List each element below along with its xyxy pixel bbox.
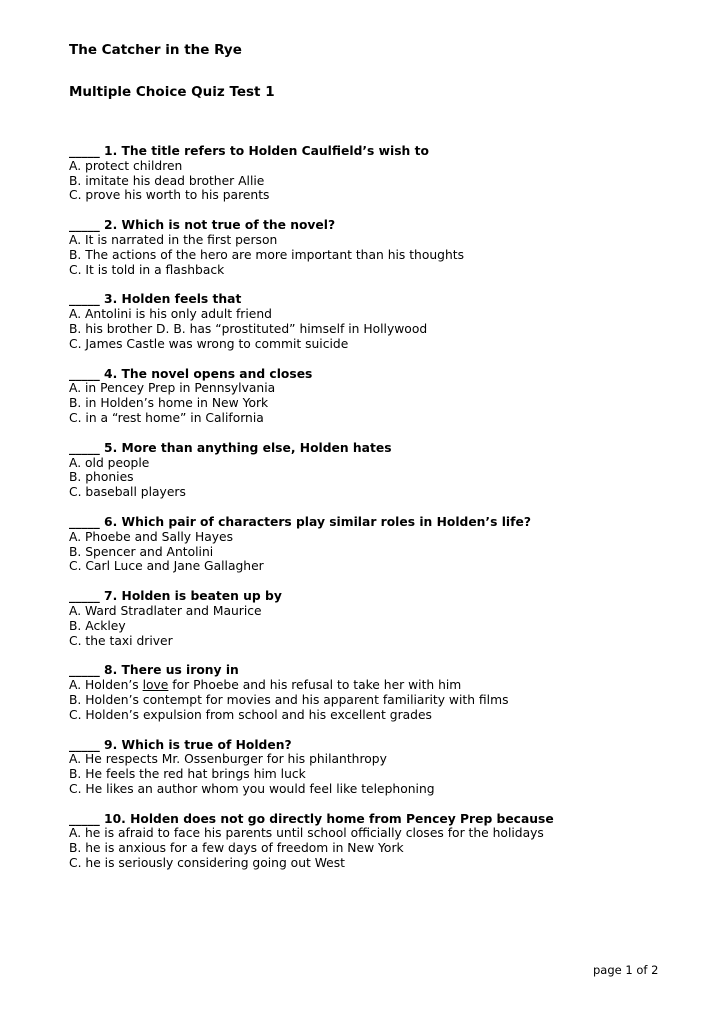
answer-option-a: A. he is afraid to face his parents until school officially closes for the holidays: [69, 826, 544, 841]
answer-option-a: A. Antolini is his only adult friend: [69, 307, 272, 322]
answer-option-b: B. He feels the red hat brings him luck: [69, 767, 306, 782]
answer-option-b: B. Holden’s contempt for movies and his apparent familiarity with films: [69, 692, 509, 707]
question-3: [69, 292, 709, 351]
question-prompt: _____ 7. Holden is beaten up by: [69, 589, 282, 604]
answer-option-b: B. imitate his dead brother Allie: [69, 173, 265, 188]
question-8: [69, 663, 709, 722]
question-prompt: _____ 5. More than anything else, Holden hates: [69, 440, 392, 455]
question-prompt: _____ 9. Which is true of Holden?: [69, 737, 292, 752]
option-text-after: for Phoebe and his refusal to take her with him: [168, 678, 462, 693]
answer-option-b: B. in Holden’s home in New York: [69, 396, 269, 411]
answer-option-a: A. protect children: [69, 158, 183, 173]
answer-option-b: B. his brother D. B. has “prostituted” himself in Hollywood: [69, 321, 428, 336]
question-prompt: _____ 4. The novel opens and closes: [69, 366, 313, 381]
answer-option-a: A. old people: [69, 455, 150, 470]
answer-option-b: B. phonies: [69, 470, 134, 485]
answer-option-b: B. he is anxious for a few days of freedom in New York: [69, 841, 404, 856]
answer-option-a: [69, 678, 709, 693]
answer-option-b: B. The actions of the hero are more important than his thoughts: [69, 247, 464, 262]
page-number: page 1 of 2: [593, 963, 659, 977]
answer-option-a: A. It is narrated in the first person: [69, 232, 278, 247]
answer-option-c: C. in a “rest home” in California: [69, 410, 264, 425]
question-5: [69, 441, 709, 500]
question-7: [69, 589, 709, 648]
question-4: [69, 367, 709, 426]
answer-option-c: C. Holden’s expulsion from school and his excellent grades: [69, 707, 432, 722]
underlined-word: love: [142, 678, 169, 693]
answer-option-b: B. Ackley: [69, 618, 126, 633]
document-title: The Catcher in the Rye: [69, 42, 242, 58]
question-9: [69, 738, 709, 797]
question-prompt: _____ 10. Holden does not go directly home from Pencey Prep because: [69, 811, 554, 826]
answer-option-c: C. He likes an author whom you would feel like telephoning: [69, 781, 435, 796]
question-prompt: _____ 6. Which pair of characters play similar roles in Holden’s life?: [69, 514, 531, 529]
quiz-subtitle: Multiple Choice Quiz Test 1: [69, 84, 275, 100]
question-1: [69, 144, 709, 203]
question-prompt: _____ 8. There us irony in: [69, 663, 239, 678]
answer-option-a: A. Ward Stradlater and Maurice: [69, 603, 262, 618]
answer-option-c: C. James Castle was wrong to commit suicide: [69, 336, 349, 351]
question-10: [69, 812, 709, 871]
answer-option-b: B. Spencer and Antolini: [69, 544, 214, 559]
answer-option-c: C. the taxi driver: [69, 633, 173, 648]
question-prompt: _____ 2. Which is not true of the novel?: [69, 218, 336, 233]
question-6: [69, 515, 709, 574]
option-text-before: A. Holden’s: [69, 678, 143, 693]
answer-option-c: C. Carl Luce and Jane Gallagher: [69, 559, 264, 574]
answer-option-c: C. he is seriously considering going out West: [69, 856, 345, 871]
question-prompt: _____ 1. The title refers to Holden Caulfield’s wish to: [69, 144, 429, 158]
answer-option-c: C. prove his worth to his parents: [69, 188, 270, 203]
answer-option-c: C. It is told in a flashback: [69, 262, 225, 277]
question-list: [69, 144, 709, 886]
question-2: [69, 218, 709, 277]
answer-option-a: A. in Pencey Prep in Pennsylvania: [69, 381, 276, 396]
question-prompt: _____ 3. Holden feels that: [69, 292, 242, 307]
answer-option-a: A. Phoebe and Sally Hayes: [69, 529, 234, 544]
answer-option-a: A. He respects Mr. Ossenburger for his philanthropy: [69, 752, 387, 767]
answer-option-c: C. baseball players: [69, 485, 186, 500]
